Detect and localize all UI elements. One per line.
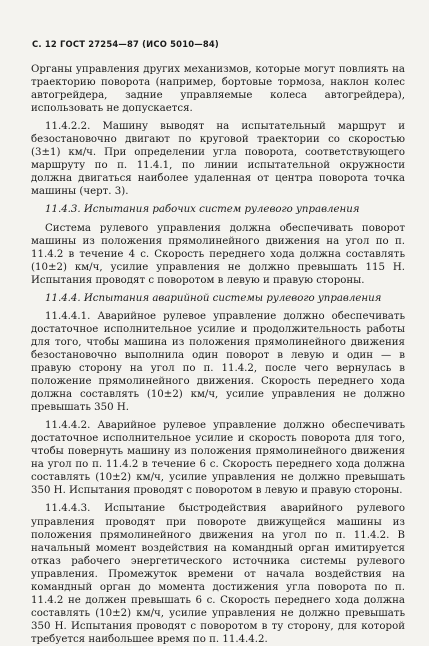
paragraph-11-4-4-3: 11.4.4.3. Испытание быстродействия аварийного рулевого управления проводят при повороте движущейся машины из положения прямолинейного движения на угол по п. 11.4.2. В начальный момент воздействия на командный орган имитируется отказ рабочего энергетического источника системы рулевого управления. Промежуток времени от начала воздействия на командный орган до момента достижения угла поворота по п. 11.4.2 не должен превышать 6 с. Скорость переднего хода должна составлять (10±2) км/ч, усилие управления не должно превышать 350 Н. Испытания проводят с поворотом в ту сторону, для которой требуется наибольшее время по п. 11.4.4.2.: [31, 503, 405, 645]
paragraph-11-4-4-2: 11.4.4.2. Аварийное рулевое управление должно обеспечивать достаточное исполнительное усилие и скорость поворота для того, чтобы повернуть машину из положения прямолинейного движения на угол по п. 11.4.2 в течение 6 с. Скорость переднего хода должна составлять (10±2) км/ч, усилие управления не должно превышать 350 Н. Испытания проводят с поворотом в левую и правую стороны.: [31, 420, 405, 497]
document-body: [31, 63, 405, 646]
heading-11-4-3: 11.4.3. Испытания рабочих систем рулевого управления: [45, 204, 360, 216]
paragraph-working-steering: Система рулевого управления должна обеспечивать поворот машины из положения прямолинейного движения на угол по п. 11.4.2 в течение 4 с. Скорость переднего хода должна составлять (10±2) км/ч, усилие управления не должно превышать 115 Н. Испытания проводят с поворотом в левую и правую стороны.: [31, 222, 405, 286]
page-header: С. 12 ГОСТ 27254—87 (ИСО 5010—84): [32, 39, 219, 49]
paragraph-11-4-2-2: 11.4.2.2. Машину выводят на испытательный маршрут и безостановочно двигают по круговой траектории со скоростью (3±1) км/ч. При определении угла поворота, соответствующего маршруту по п. 11.4.1, по линии испытательной окружности должна двигаться наиболее удаленная от центра поворота точка машины (черт. 3).: [31, 121, 405, 198]
paragraph-11-4-4-1: 11.4.4.1. Аварийное рулевое управление должно обеспечивать достаточное исполнительное усилие и продолжительность работы для того, чтобы машина из положения прямолинейного движения безостановочно выполнила один поворот в левую и один — в правую сторону на угол по п. 11.4.2, после чего вернулась в положение прямолинейного движения. Скорость переднего хода должна составлять (10±2) км/ч, усилие управления не должно превышать 350 Н.: [31, 310, 405, 414]
heading-11-4-4: 11.4.4. Испытания аварийной системы рулевого управления: [45, 292, 382, 304]
paragraph-other-controls: Органы управления других механизмов, которые могут повлиять на траекторию поворота (например, бортовые тормоза, наклон колес автогрейдера, задние управляемые колеса автогрейдера), использовать не допускается.: [31, 64, 405, 115]
